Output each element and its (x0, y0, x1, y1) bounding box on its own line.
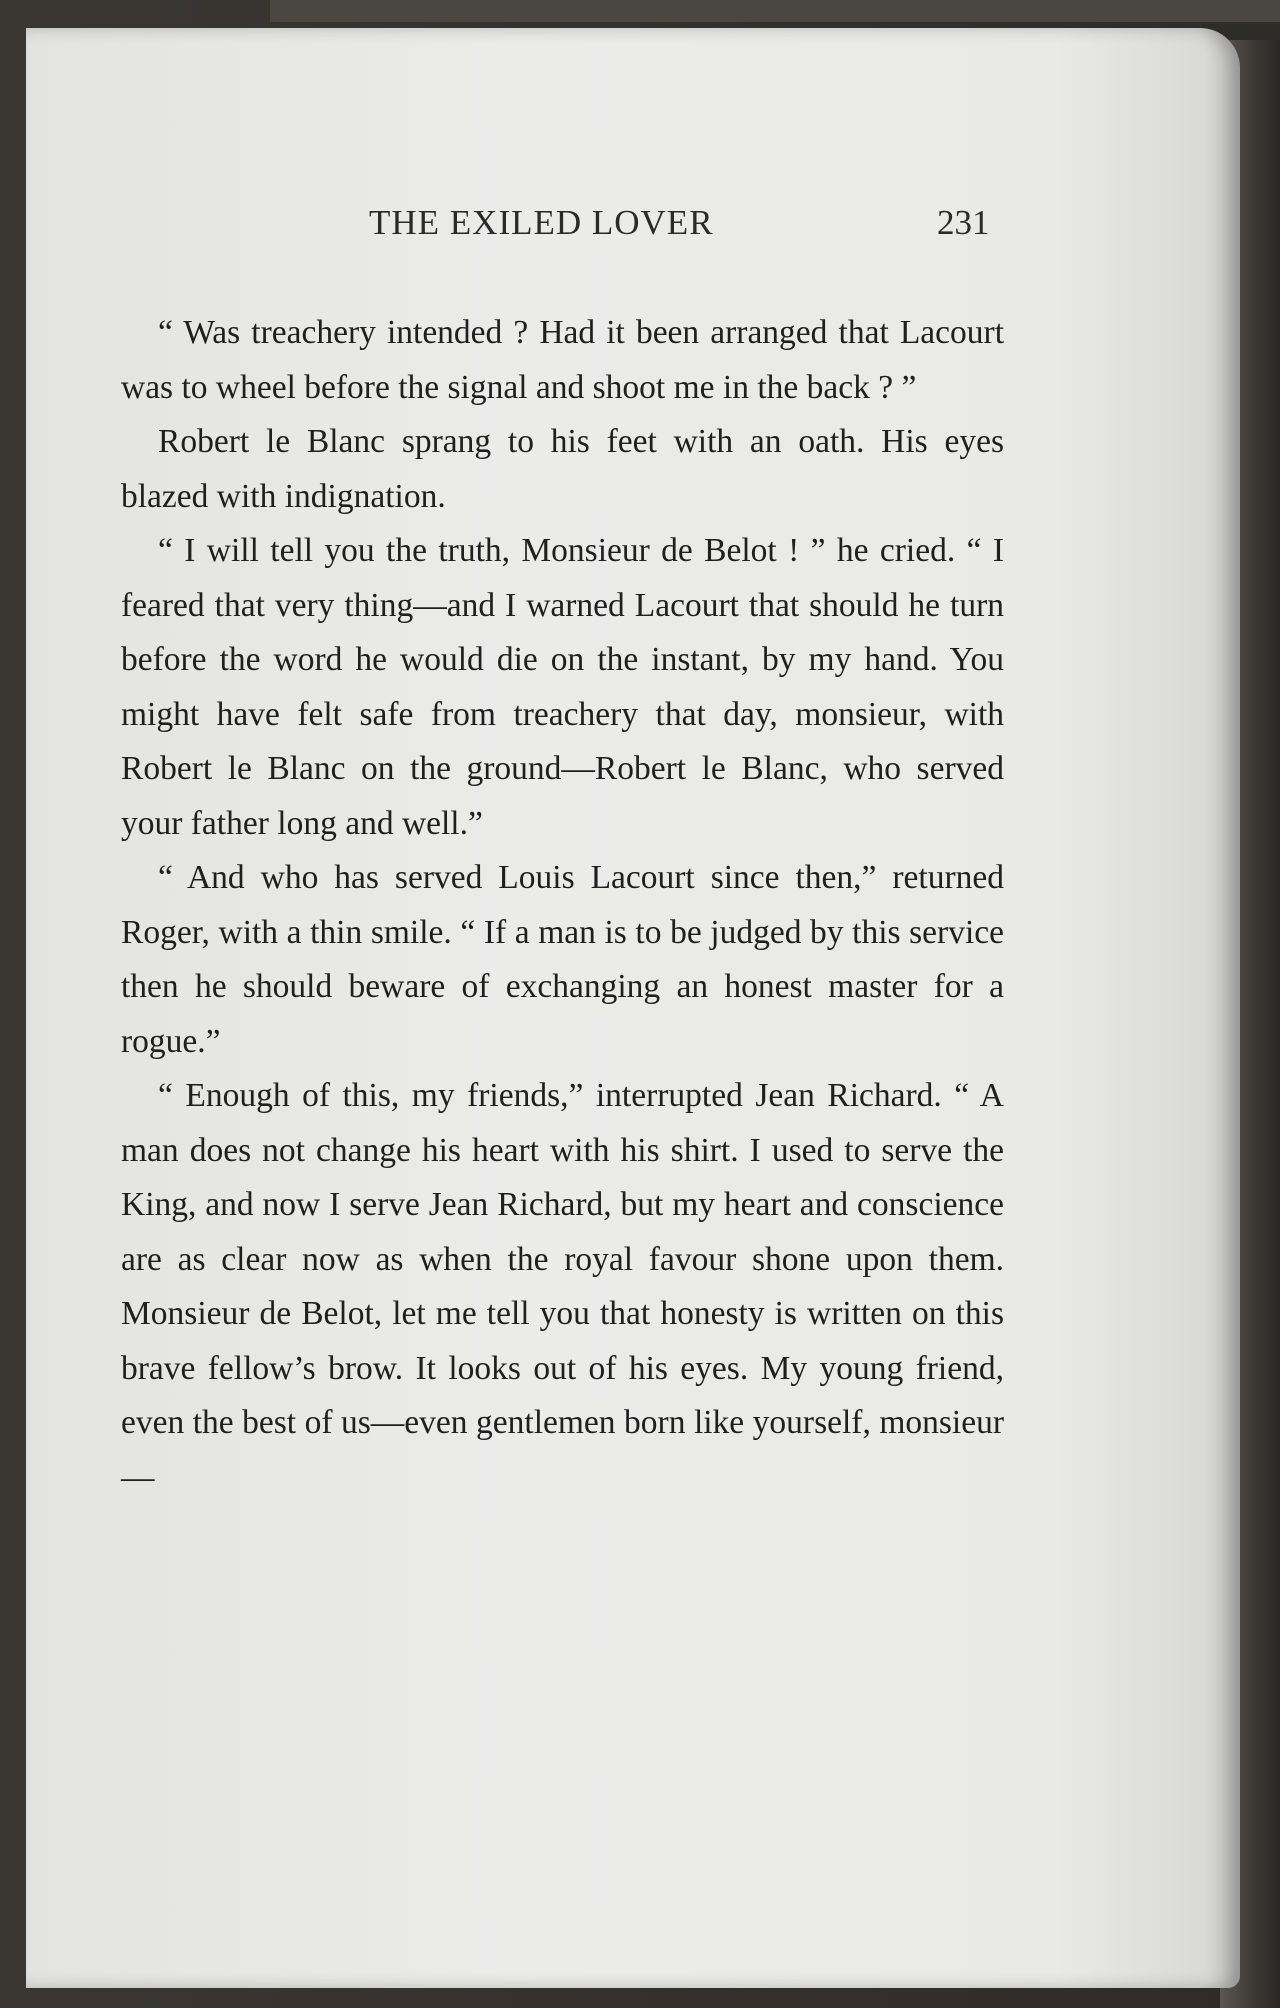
running-title: THE EXILED LOVER (369, 203, 714, 242)
paragraph-2: Robert le Blanc sprang to his feet with an oath. His eyes blazed with indignation. (121, 423, 1004, 515)
page-number: 231 (937, 203, 990, 242)
paragraph-1: “ Was treachery intended ? Had it been arranged that Lacourt was to wheel before the signal and shoot me in the back ? ” (121, 314, 1004, 406)
book-left-edge (0, 0, 26, 2008)
body-text (121, 306, 1004, 1505)
paragraph-5: “ Enough of this, my friends,” interrupted Jean Richard. “ A man does not change his heart with his shirt. I used to serve the King, and now I serve Jean Richard, but my heart and conscience are as clear now as when the royal favour shone upon them. Monsieur de Belot, let me tell you that honesty is written on this brave fellow’s brow. It looks out of his eyes. My young friend, even the best of us—even gentlemen born like yourself, monsieur— (121, 1077, 1004, 1496)
book-page (26, 28, 1240, 1988)
paragraph-3: “ I will tell you the truth, Monsieur de Belot ! ” he cried. “ I feared that very thing—and I warned Lacourt that should he turn before the word he would die on the instant, by my hand. You might have felt safe from treachery that day, monsieur, with Robert le Blanc on the ground—Robert le Blanc, who served your father long and well.” (121, 532, 1004, 842)
paragraph-4: “ And who has served Louis Lacourt since then,” returned Roger, with a thin smile. “ If a man is to be judged by this service then he should beware of exchanging an honest master for a rogue.” (121, 859, 1004, 1060)
book-top-edge (270, 0, 1280, 22)
page-header (121, 193, 1131, 253)
